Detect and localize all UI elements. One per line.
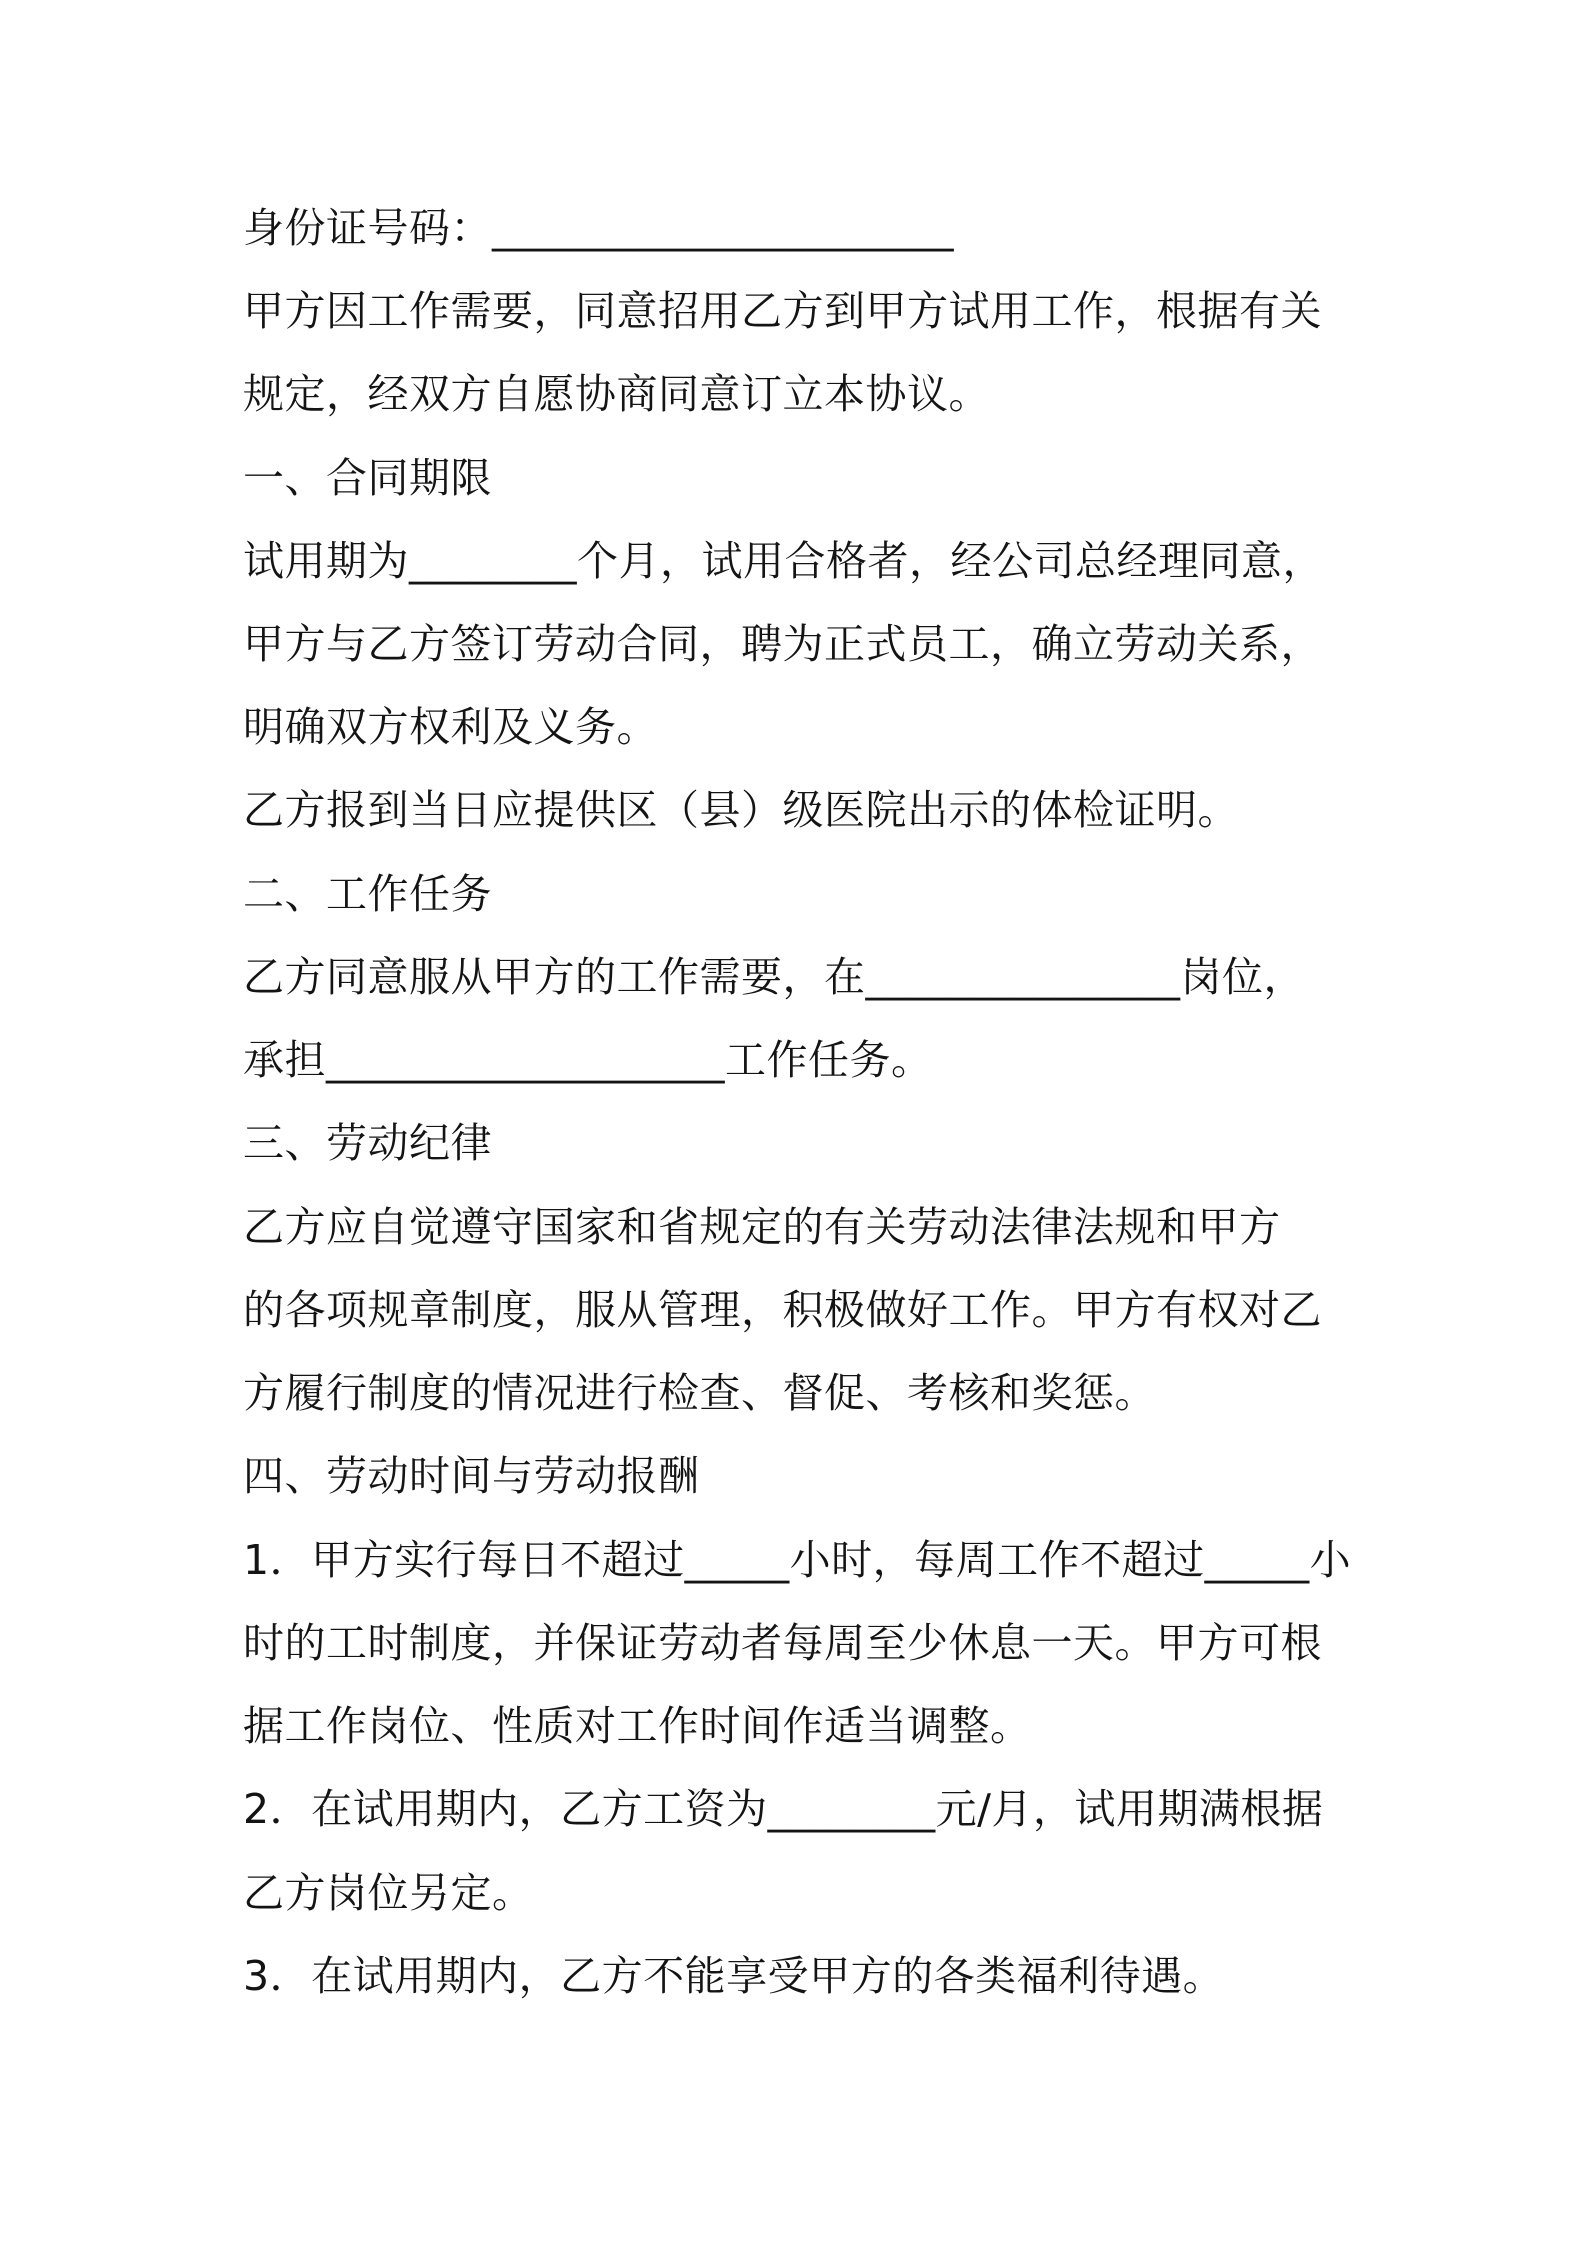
clause-2-line-2: 乙方岗位另定。 — [243, 1869, 534, 1917]
section-1-heading: 一、合同期限 — [243, 454, 492, 502]
section-2-paragraph-line-1: 乙方同意服从甲方的工作需要，在_______________岗位， — [243, 953, 1305, 1001]
clause-3-line-1: 3．在试用期内，乙方不能享受甲方的各类福利待遇。 — [243, 1952, 1225, 2000]
section-1-paragraph-line-1: 试用期为________个月，试用合格者，经公司总经理同意， — [243, 537, 1324, 585]
section-1-health-check: 乙方报到当日应提供区（县）级医院出示的体检证明。 — [243, 786, 1239, 834]
clause-2-line-1: 2．在试用期内，乙方工资为________元/月，试用期满根据 — [243, 1785, 1324, 1833]
clause-1-line-2: 时的工时制度，并保证劳动者每周至少休息一天。甲方可根 — [243, 1619, 1322, 1667]
id-number-line: 身份证号码：______________________ — [243, 204, 954, 252]
section-3-paragraph-line-2: 的各项规章制度，服从管理，积极做好工作。甲方有权对乙 — [243, 1286, 1322, 1334]
section-3-heading: 三、劳动纪律 — [243, 1119, 492, 1167]
section-1-paragraph-line-3: 明确双方权利及义务。 — [243, 703, 658, 751]
intro-paragraph-line-1: 甲方因工作需要，同意招用乙方到甲方试用工作，根据有关 — [243, 287, 1322, 335]
section-3-paragraph-line-1: 乙方应自觉遵守国家和省规定的有关劳动法律法规和甲方 — [243, 1203, 1281, 1251]
clause-1-line-3: 据工作岗位、性质对工作时间作适当调整。 — [243, 1702, 1032, 1750]
section-4-heading: 四、劳动时间与劳动报酬 — [243, 1452, 700, 1500]
intro-paragraph-line-2: 规定，经双方自愿协商同意订立本协议。 — [243, 370, 990, 418]
clause-1-line-1: 1．甲方实行每日不超过_____小时，每周工作不超过_____小 — [243, 1536, 1352, 1584]
section-1-paragraph-line-2: 甲方与乙方签订劳动合同，聘为正式员工，确立劳动关系， — [243, 620, 1322, 668]
section-2-paragraph-line-2: 承担___________________工作任务。 — [243, 1036, 933, 1084]
section-3-paragraph-line-3: 方履行制度的情况进行检查、督促、考核和奖惩。 — [243, 1369, 1156, 1417]
section-2-heading: 二、工作任务 — [243, 870, 492, 918]
